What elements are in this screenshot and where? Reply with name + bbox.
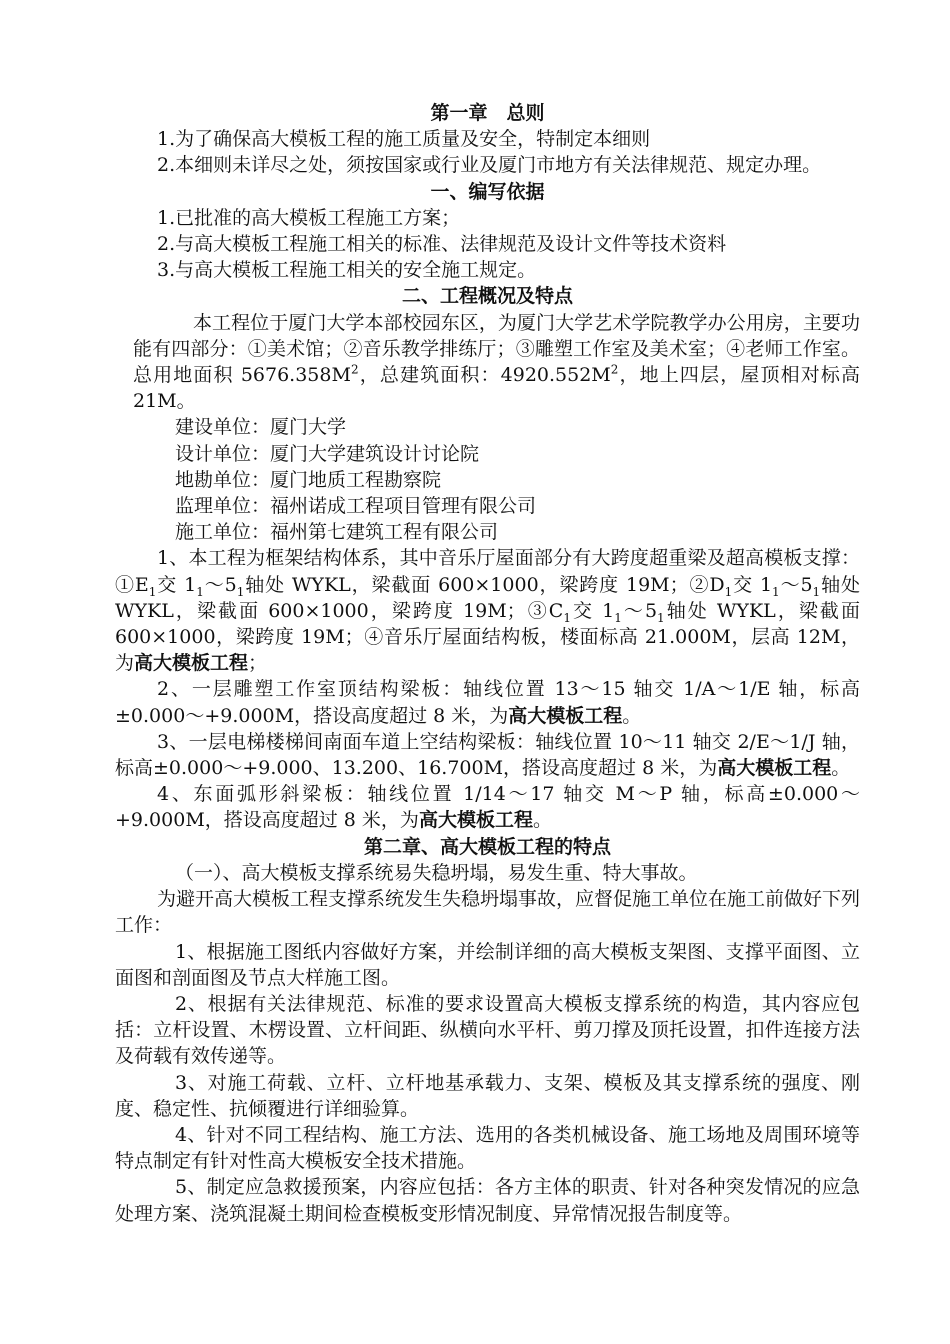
text: 4、东面弧形斜梁板：轴线位置 1/14～17 轴交 M～P 轴，标高±0.000～+9.000M，搭设高度超过 8 米，为	[115, 783, 860, 832]
bold-term: 高大模板工程	[418, 809, 533, 832]
text: 。	[622, 704, 642, 727]
subscript: 1	[236, 584, 245, 599]
text: 。	[831, 757, 851, 780]
subscript: 1	[772, 584, 780, 599]
chapter1-paragraph-2: 2.本细则未详尽之处，须按国家或行业及厦门市地方有关法律规范、规定办理。	[157, 154, 822, 177]
section2-title: 二、工程概况及特点	[401, 285, 573, 308]
chapter2-subheading: （一）、高大模板支撑系统易失稳坍塌，易发生重、特大事故。	[175, 861, 698, 884]
basis-item-1: 1.已批准的高大模板工程施工方案；	[157, 206, 461, 229]
subscript: 1	[614, 610, 622, 625]
text: ～5	[203, 573, 237, 596]
text: ；	[248, 652, 268, 675]
feature-item-2	[115, 676, 860, 728]
bold-term: 高大模板工程	[134, 652, 249, 675]
text: C	[548, 599, 564, 622]
overview-text-b: ，总建筑面积：4920.552M	[358, 364, 611, 387]
text: 轴处 WYKL，梁截面 600×1000，梁跨度 19M；③	[115, 573, 860, 622]
subscript: 1	[812, 584, 821, 599]
text: 轴处 WYKL，梁截面 600×1000，梁跨度 19M；②	[244, 573, 710, 596]
unit-survey: 地勘单位：厦门地质工程勘察院	[175, 468, 442, 491]
project-overview-paragraph	[115, 310, 860, 415]
text: ～5	[779, 573, 813, 596]
unit-construction: 建设单位：厦门大学	[175, 416, 347, 439]
chapter2-title: 第二章、高大模板工程的特点	[363, 835, 611, 858]
subscript: 1	[148, 584, 157, 599]
feature-item-1	[115, 545, 860, 676]
text: 。	[532, 809, 552, 832]
overview-text-a: 本工程位于厦门大学本部校园东区，为厦门大学艺术学院教学办公用房，主要功能有四部分：①美术馆；②音乐教学排练厅；③雕塑工作室及美术室；④老师工作室。总用地面积 5676.358M	[133, 311, 860, 387]
text: 交 1	[156, 573, 197, 596]
text: ～5	[621, 599, 658, 622]
superscript: 2	[610, 362, 619, 377]
document-page	[115, 100, 860, 1227]
text: D	[709, 573, 725, 596]
task-item-2: 2、根据有关法律规范、标准的要求设置高大模板支撑系统的构造，其内容应包括：立杆设置、木楞设置、立杆间距、纵横向水平杆、剪刀撑及顶托设置，扣件连接方法及荷载有效传递等。	[115, 992, 860, 1068]
text: 1、本工程为框架结构体系，其中音乐厅屋面部分有大跨度超重梁及超高模板支撑：①	[115, 547, 860, 596]
chapter1-title: 第一章 总则	[430, 102, 545, 124]
text: 轴处 WYKL，梁截面 600×1000，梁跨度 19M；④音乐厅屋面结构板，楼面标高 21.000M，层高 12M，为	[115, 599, 860, 675]
basis-item-3: 3.与高大模板工程施工相关的安全施工规定。	[157, 259, 537, 282]
subscript: 1	[196, 584, 204, 599]
unit-supervision: 监理单位：福州诺成工程项目管理有限公司	[175, 495, 537, 518]
text: 2、一层雕塑工作室顶结构梁板：轴线位置 13～15 轴交 1/A～1/E 轴，标高±0.000～+9.000M，搭设高度超过 8 米，为	[115, 678, 860, 727]
chapter2-lead: 为避开高大模板工程支撑系统发生失稳坍塌事故，应督促施工单位在施工前做好下列工作：	[115, 888, 861, 937]
section1-title: 一、编写依据	[430, 180, 545, 203]
subscript: 1	[563, 610, 571, 625]
chapter1-paragraph-1: 1.为了确保高大模板工程的施工质量及安全，特制定本细则	[157, 128, 651, 151]
unit-contractor: 施工单位：福州第七建筑工程有限公司	[175, 521, 499, 544]
bold-term: 高大模板工程	[717, 757, 832, 780]
feature-item-3	[115, 729, 860, 781]
task-item-5: 5、制定应急救援预案，内容应包括：各方主体的职责、针对各种突发情况的应急处理方案、浇筑混凝土期间检查模板变形情况制度、异常情况报告制度等。	[115, 1176, 860, 1225]
superscript: 2	[350, 362, 359, 377]
feature-item-4	[115, 781, 860, 833]
bold-term: 高大模板工程	[508, 704, 623, 727]
text: 交 1	[732, 573, 773, 596]
task-item-4: 4、针对不同工程结构、施工方法、选用的各类机械设备、施工场地及周围环境等特点制定有针对性高大模板安全技术措施。	[115, 1123, 860, 1173]
basis-item-2: 2.与高大模板工程施工相关的标准、法律规范及设计文件等技术资料	[157, 233, 727, 256]
subscript: 1	[724, 584, 733, 599]
overview-text-c: ，地上四层，屋顶相对标高 21M。	[133, 364, 860, 413]
task-item-3: 3、对施工荷载、立杆、立杆地基承载力、支架、模板及其支撑系统的强度、刚度、稳定性、抗倾覆进行详细验算。	[115, 1071, 860, 1120]
subscript: 1	[657, 610, 665, 625]
text: 3、一层电梯楼梯间南面车道上空结构梁板：轴线位置 10～11 轴交 2/E～1/J 轴，标高±0.000～+9.000、13.200、16.700M，搭设高度超过 8 米，为	[115, 730, 860, 780]
unit-design: 设计单位：厦门大学建筑设计讨论院	[175, 442, 480, 465]
task-item-1: 1、根据施工图纸内容做好方案，并绘制详细的高大模板支架图、支撑平面图、立面图和剖面图及节点大样施工图。	[115, 940, 860, 989]
text: E	[134, 573, 149, 596]
text: 交 1	[570, 599, 615, 622]
